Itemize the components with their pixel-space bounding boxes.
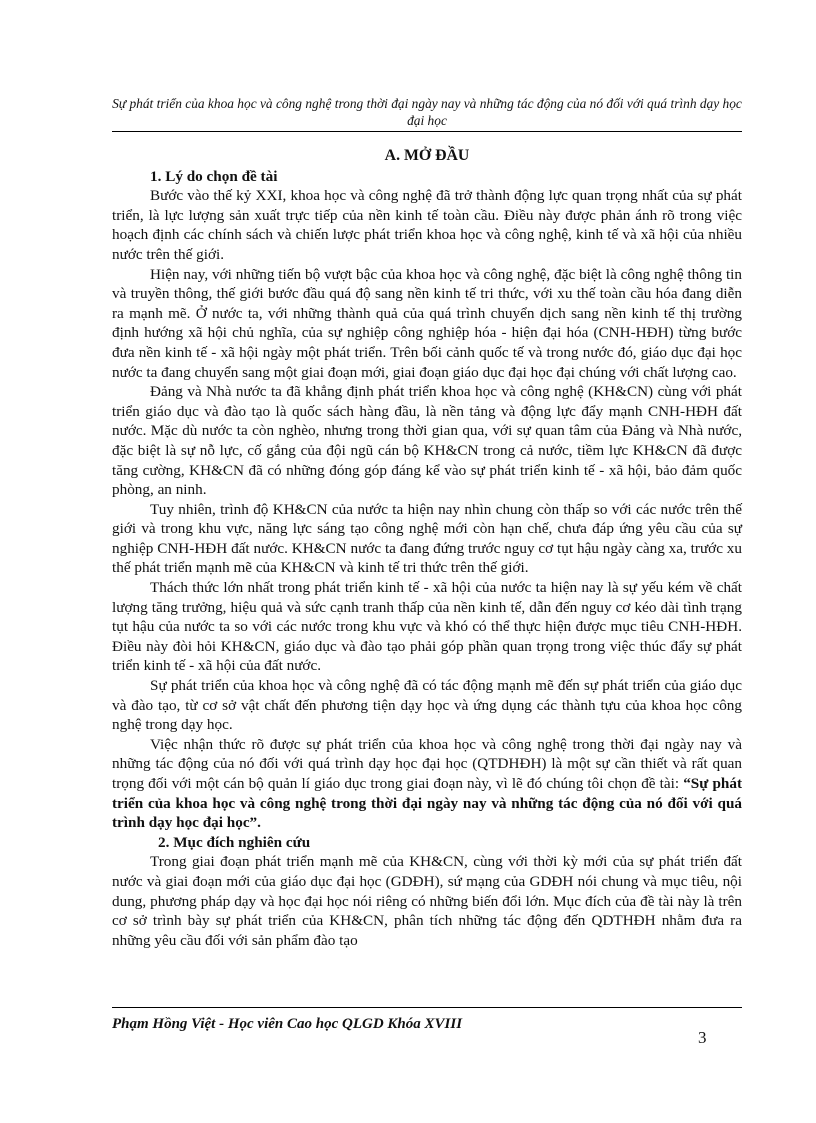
paragraph: Đảng và Nhà nước ta đã khẳng định phát triển khoa học và công nghệ (KH&CN) cùng với phát triển giáo dục và đào tạo là quốc sách hàng đầu, là nền tảng và động lực đẩy mạnh CNH-HĐH đất nước. Mặc dù nước ta còn nghèo, nhưng trong thời gian qua, với sự quan tâm của Đảng và Nhà nước, đặc biệt là sự nỗ lực, cố gắng của đội ngũ cán bộ KH&CN trong cả nước, tiềm lực KH&CN đã được tăng cường, KH&CN đã có những đóng góp đáng kể vào sự phát triển kinh tế - xã hội, bảo đảm quốc phòng, an ninh. <box>112 383 742 499</box>
header-divider <box>112 131 742 132</box>
paragraph: Thách thức lớn nhất trong phát triển kinh tế - xã hội của nước ta hiện nay là sự yếu kém về chất lượng tăng trưởng, hiệu quả và sức cạnh tranh thấp của nền kinh tế, dẫn đến nguy cơ kéo dài tình trạng tụt hậu của nước ta so với các nước trong khu vực và khó có thể thực hiện được mục tiêu CNH-HĐH. Điều này đòi hỏi KH&CN, giáo dục và đào tạo phải góp phần quan trọng trong việc thúc đẩy sự phát triển kinh tế - xã hội của đất nước. <box>112 579 742 675</box>
page-number: 3 <box>698 1028 707 1047</box>
running-header: Sự phát triển của khoa học và công nghệ trong thời đại ngày nay và những tác động của nó đối với quá trình dạy học đại học <box>112 96 742 128</box>
paragraph: Sự phát triển của khoa học và công nghệ đã có tác động mạnh mẽ đến sự phát triển của giáo dục và đào tạo, từ cơ sở vật chất đến phương tiện dạy học và ứng dụng các thành tựu của khoa học công nghệ trong dạy học. <box>112 677 742 734</box>
document-page <box>112 0 742 1123</box>
footer-divider <box>112 1007 742 1008</box>
paragraph: Bước vào thế kỷ XXI, khoa học và công nghệ đã trở thành động lực quan trọng nhất của sự phát triển, là lực lượng sản xuất trực tiếp của nền kinh tế toàn cầu. Điều này được phản ánh rõ trong việc hoạch định các chính sách và chiến lược phát triển khoa học và công nghệ, kinh tế và xã hội của nhiều nước trên thế giới. <box>112 187 742 263</box>
paragraph: Trong giai đoạn phát triển mạnh mẽ của KH&CN, cùng với thời kỳ mới của sự phát triển đất nước và giai đoạn mới của giáo dục đại học (GDĐH), sứ mạng của GDĐH nói chung và mục tiêu, nội dung, phương pháp dạy và học đại học nói riêng có những biến đổi lớn. Mục đích của đề tài này là trên cơ sở trình bày sự phát triển của KH&CN, phân tích những tác động đến QDTHĐH nhằm đưa ra những yêu cầu đối với sản phẩm đào tạo <box>112 853 742 949</box>
subsection-heading-reason: 1. Lý do chọn đề tài <box>150 167 278 185</box>
section-title: A. MỞ ĐẦU <box>384 147 470 164</box>
subsection-heading-purpose: 2. Mục đích nghiên cứu <box>158 833 311 851</box>
paragraph-topic-statement <box>112 735 742 833</box>
paragraph: Hiện nay, với những tiến bộ vượt bậc của khoa học và công nghệ, đặc biệt là công nghệ thông tin và truyền thông, thế giới bước đầu quá độ sang nền kinh tế tri thức, với xu thế toàn cầu hóa đang diễn ra mạnh mẽ. Ở nước ta, với những thành quả của quá trình chuyển dịch sang nền kinh tế thị trường định hướng xã hội chủ nghĩa, của sự nghiệp công nghiệp hóa - hiện đại hóa (CNH-HĐH) từng bước đưa nền kinh tế - xã hội ngày một phát triển. Trên bối cảnh quốc tế và trong nước đó, giáo dục đại học nước ta đang chuyển sang một giai đoạn mới, giai đoạn giáo dục đại học đại chúng với chất lượng cao. <box>112 265 742 381</box>
thesis-title: “Sự phát triển của khoa học và công nghệ trong thời đại ngày nay và những tác động của nó đối với quá trình dạy học đại học”. <box>112 775 742 832</box>
paragraph-text: Việc nhận thức rõ được sự phát triển của khoa học và công nghệ trong thời đại ngày nay và những tác động của nó đối với quá trình dạy học đại học (QTDHĐH) là một sự cần thiết và rất quan trọng đối với một cán bộ quản lí giáo dục trong giai đoạn này, vì lẽ đó chúng tôi chọn đề tài: <box>112 735 742 792</box>
document-body <box>112 146 742 950</box>
paragraph: Tuy nhiên, trình độ KH&CN của nước ta hiện nay nhìn chung còn thấp so với các nước trên thế giới và trong khu vực, năng lực sáng tạo công nghệ mới còn hạn chế, chưa đáp ứng yêu cầu của sự nghiệp CNH-HĐH đất nước. KH&CN nước ta đang đứng trước nguy cơ tụt hậu ngày càng xa, trước xu thế phát triển mạnh mẽ của KH&CN và kinh tế tri thức trên thế giới. <box>112 500 742 577</box>
footer-author-line: Phạm Hồng Việt - Học viên Cao học QLGD Khóa XVIII <box>112 1016 463 1032</box>
